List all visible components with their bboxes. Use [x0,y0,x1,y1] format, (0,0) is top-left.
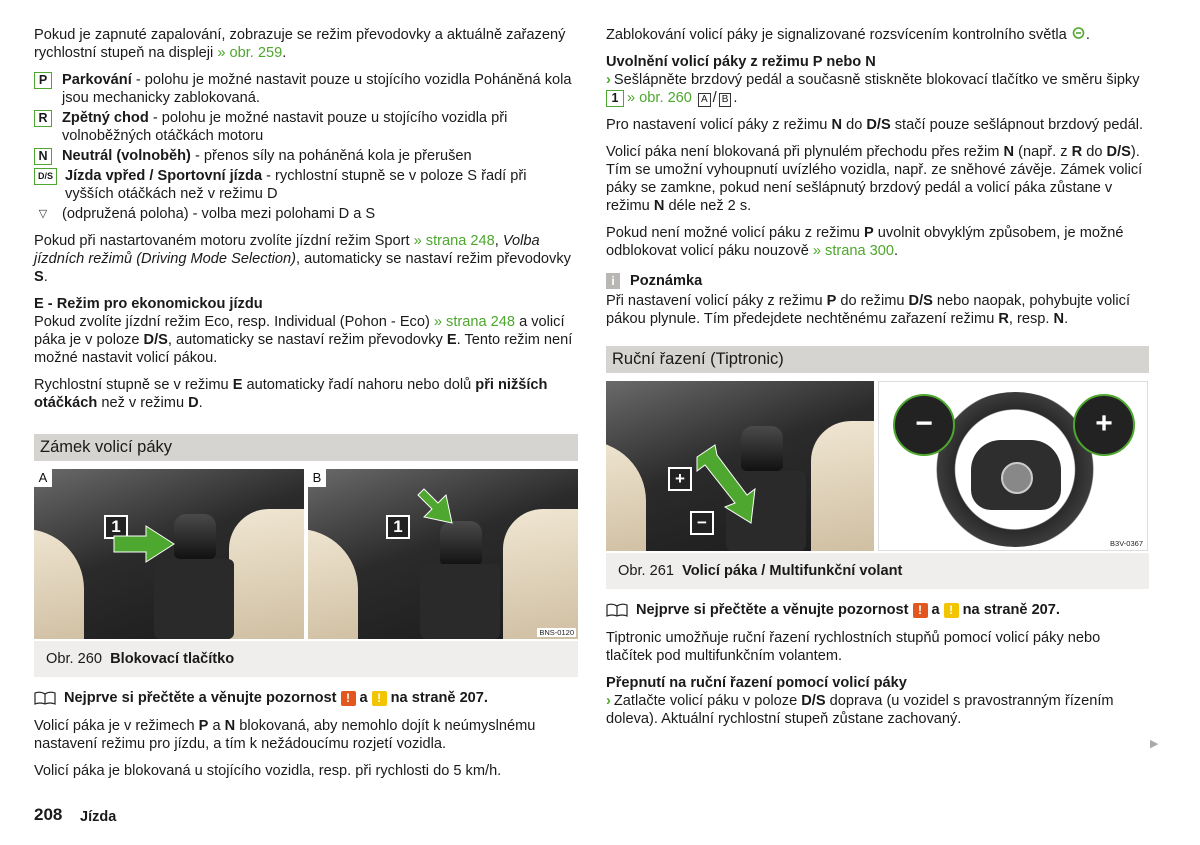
sport-paragraph: Pokud při nastartovaném motoru zvolíte jízdní režim Sport » strana 248, Volba jízdních režimů (Driving Mode Selection), automaticky se nastaví režim převodovky S. [34,233,571,285]
book-icon [606,603,628,617]
gear-item-sprung: ▽ (odpružená poloha) - volba mezi polohami D a S [34,205,578,223]
note-info-icon: i [606,273,620,289]
figure-label-a: A [34,469,52,487]
eco-title: E - Režim pro ekonomickou jízdu [34,296,263,312]
gear-item-p: P Parkování - polohu je možné nastavit pouze u stojícího vozidla Poháněná kola jsou mechanicky zablokovaná. [34,71,578,107]
gear-key-ds: D/S [34,168,57,185]
note-paragraph: Při nastavení volicí páky z režimu P do režimu D/S nebo naopak, pohybujte volicí pákou plynule. Tím předejdete nechtěnému zařazení režimu R, resp. N. [606,293,1131,327]
brand-logo [1001,462,1033,494]
section-heading-tiptronic: Ruční řazení (Tiptronic) [606,346,1149,373]
figure-caption: Obr. 261 Volicí páka / Multifunkční volant [606,553,1149,589]
gear-key-r: R [34,110,52,127]
switch-title: Přepnutí na ruční řazení pomocí volicí páky [606,675,907,691]
intro-paragraph: Pokud je zapnuté zapalování, zobrazuje se režim převodovky a aktuálně zařazený rychlostní stupeň na displeji » obr. 259. [34,27,566,61]
figure-261-wheel [878,381,1148,551]
gear-item-n: N Neutrál (volnoběh) - přenos síly na poháněná kola je přerušen [34,147,578,165]
page-link[interactable]: » strana 248 [413,233,495,249]
rocking-paragraph: Volicí páka není blokovaná při plynulém přechodu přes režim N (např. z R do D/S). Tím se umožní vyhoupnutí uvízlého vozidla, např. ze sněhové závěje. Zámek volicí páky se zamkne, pokud není sešlápnutý brzdový pedál a volicí páka zůstane v režimu N déle než 2 s. [606,144,1143,214]
figure-260 [34,469,578,639]
page-link[interactable]: » strana 300 [812,243,895,259]
minus-paddle-icon: − [893,394,955,456]
tiptronic-paragraph: Tiptronic umožňuje ruční řazení rychlostních stupňů pomocí volicí páky nebo tlačítek pod multifunkčním volantem. [606,630,1101,664]
warning-yellow-icon: ! [372,691,387,706]
callout-1: 1 [386,515,410,539]
lock-paragraph-2: Volicí páka je blokovaná u stojícího vozidla, resp. při rychlosti do 5 km/h. [34,763,502,779]
callout-1: 1 [104,515,128,539]
fig-link[interactable]: » obr. 260 [627,90,692,106]
figure-260-a [34,469,304,639]
page-section: Jízda [80,809,117,825]
emergency-paragraph: Pokud není možné volicí páku z režimu P uvolnit obvyklým způsobem, je možné odblokovat volicí páku nouzově » strana 300. [606,225,1124,259]
figure-caption: Obr. 260 Blokovací tlačítko [34,641,578,677]
figure-label-b: B [308,469,326,487]
figure-code: B3V-0367 [1110,539,1143,548]
figure-261 [606,381,1149,551]
figure-code: BNS-0120 [539,628,574,637]
warning-red-icon: ! [341,691,356,706]
step-arrow-icon: › [606,72,611,88]
brake-paragraph: Pro nastavení volicí páky z režimu N do D/S stačí pouze sešlápnout brzdový pedál. [606,117,1144,133]
step-arrow-icon: › [606,693,611,709]
figure-261-lever [606,381,874,551]
figure-260-b [308,469,578,639]
read-first-warning: Nejprve si přečtěte a věnujte pozornost ! a ! na straně 207. [606,601,1149,619]
page-number: 208 [34,805,63,824]
warning-red-icon: ! [913,603,928,618]
left-column [34,26,578,789]
next-page-icon: ▶ [1150,738,1159,750]
triangle-down-icon: ▽ [38,208,48,220]
release-step: › Sešlápněte brzdový pedál a současně stiskněte blokovací tlačítko ve směru šipky 1 » obr. 260 A / B . [606,72,1140,106]
right-column [606,26,1149,737]
gear-item-r: R Zpětný chod - polohu je možné nastavit pouze u stojícího vozidla při volnoběžných otáčkách motoru [34,109,578,145]
book-icon [34,691,56,705]
minus-label: − [690,511,714,535]
section-heading-lock: Zámek volicí páky [34,434,578,461]
plus-label: + [668,467,692,491]
lock-light-paragraph: Zablokování volicí páky je signalizované rozsvícením kontrolního světla . [606,27,1090,43]
gear-key-p: P [34,72,52,89]
gear-key-n: N [34,148,52,165]
eco-paragraph: Pokud zvolíte jízdní režim Eco, resp. Individual (Pohon - Eco) » strana 248 a volicí páka je v poloze D/S, automaticky se nastaví režim převodovky E. Tento režim není možné nastavit volicí pákou. [34,314,573,366]
plus-paddle-icon: + [1073,394,1135,456]
gear-item-ds: D/S Jízda vpřed / Sportovní jízda - rychlostní stupně se v poloze S řadí při vyšších otáčkách než v režimu D [34,167,578,203]
fig-link[interactable]: » obr. 259 [217,45,283,61]
release-title: Uvolnění volicí páky z režimu P nebo N [606,54,876,70]
arrow-down-icon [416,487,461,532]
eco-paragraph-2: Rychlostní stupně se v režimu E automaticky řadí nahoru nebo dolů při nižších otáčkách než v režimu D. [34,377,548,411]
arrow-right-icon [112,524,182,564]
switch-step: › Zatlačte volicí páku v poloze D/S doprava (u vozidel s pravostranným řízením doleva). Aktuální rychlostní stupeň zůstane zachovaný. [606,693,1114,727]
lock-light-icon [1071,27,1086,39]
lock-paragraph: Volicí páka je v režimech P a N blokovaná, aby nemohlo dojít k neúmyslnému nastavení režimu pro jízdu, a tím k nežádoucímu rozjetí vozidla. [34,718,536,752]
warning-yellow-icon: ! [944,603,959,618]
page-link[interactable]: » strana 248 [433,314,516,330]
read-first-warning: Nejprve si přečtěte a věnujte pozornost ! a ! na straně 207. [34,689,578,707]
note-heading: i Poznámka [606,272,1149,290]
